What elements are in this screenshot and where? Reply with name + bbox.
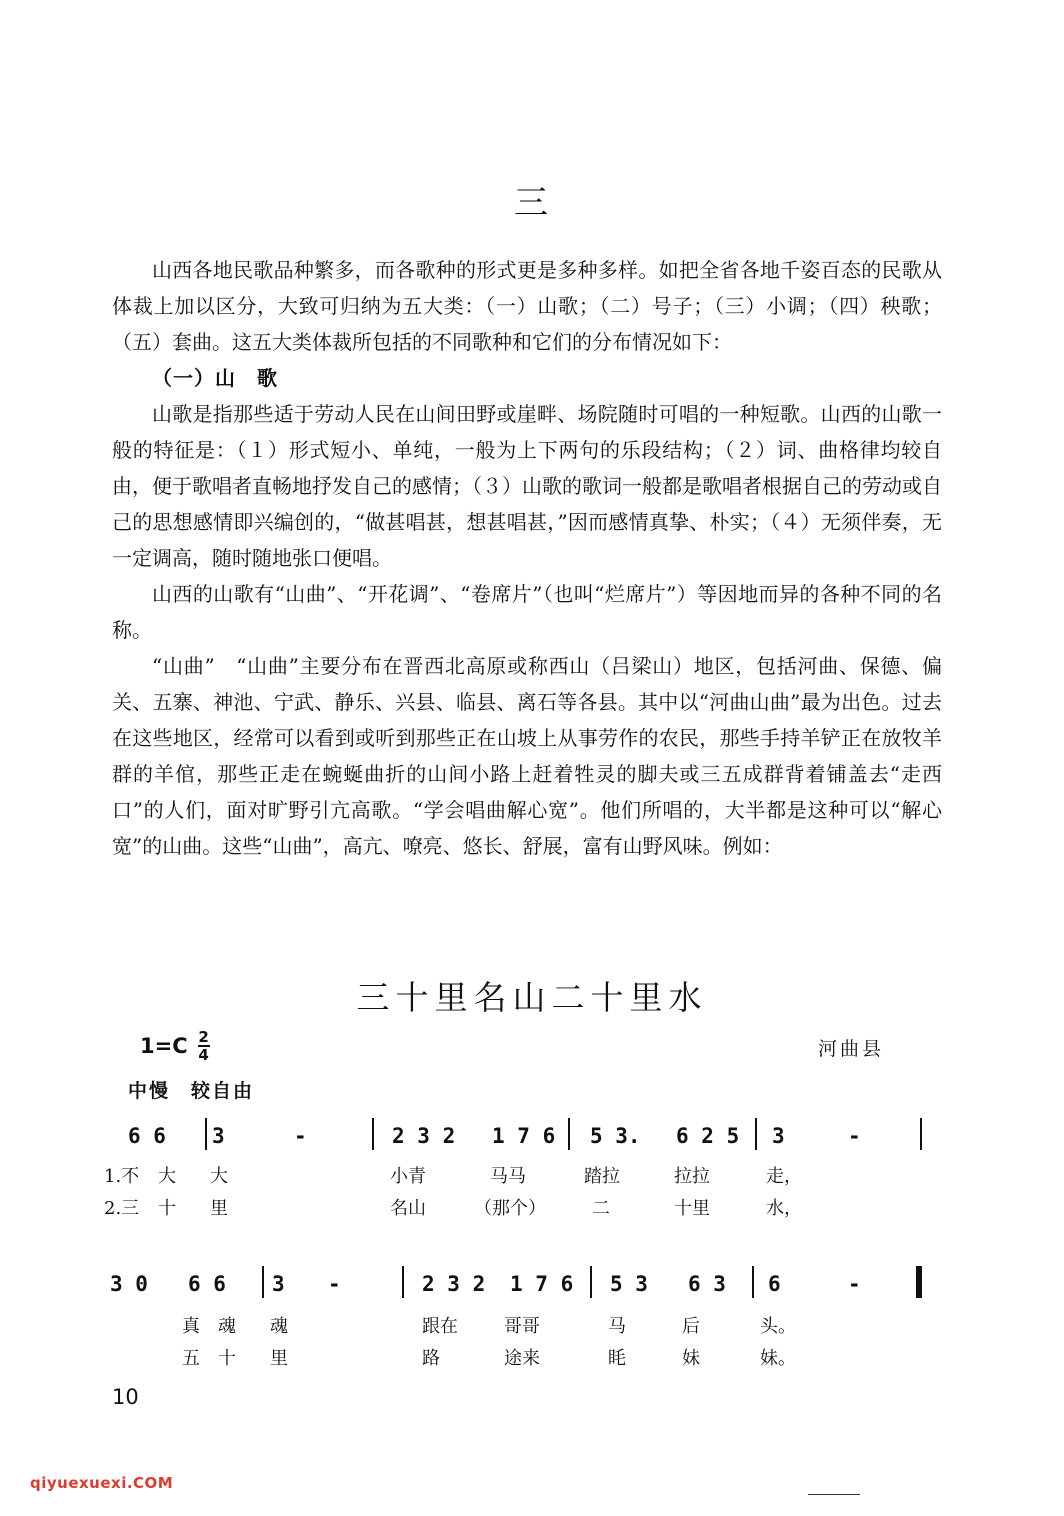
lyric: 五 [182, 1348, 200, 1369]
lyric: 里 [210, 1198, 228, 1219]
lyric: 1.不 [104, 1166, 140, 1187]
key-signature [140, 1030, 210, 1062]
lyric: 妹 [682, 1348, 700, 1369]
time-signature [198, 1030, 210, 1062]
note-group: 2 3 2 [422, 1272, 486, 1296]
note-group: 1 7 6 [492, 1124, 556, 1148]
body-text [112, 252, 942, 864]
note-group: 3 [272, 1272, 285, 1296]
lyric: 走， [766, 1166, 802, 1187]
note-group: 5 3. [590, 1124, 641, 1148]
shanqu-label: “山曲” [152, 654, 215, 678]
intro-paragraph: 山西各地民歌品种繁多，而各歌种的形式更是多种多样。如把全省各地千姿百态的民歌从体裁上加以区分，大致可归纳为五大类：（一）山歌；（二）号子；（三）小调；（四）秧歌；（五）套曲。这五大类体裁所包括的不同歌种和它们的分布情况如下： [112, 258, 942, 354]
note-group: 6 6 [128, 1124, 166, 1148]
note-group: - [848, 1272, 861, 1296]
note-group: - [294, 1124, 307, 1148]
lyric: 马 [608, 1316, 626, 1337]
lyric: 真 [182, 1316, 200, 1337]
note-group: - [328, 1272, 341, 1296]
lyric: 头。 [760, 1316, 796, 1337]
meter-top: 2 [198, 1028, 209, 1046]
shanqu-text: “山曲”主要分布在晋西北高原或称西山（吕梁山）地区，包括河曲、保德、偏关、五寨、神池、宁武、静乐、兴县、临县、离石等各县。其中以“河曲山曲”最为出色。过去在这些地区，经常可以看到或听到那些正在山坡上从事劳作的农民，那些手持羊铲正在放牧羊群的羊倌，那些正走在蜿蜒曲折的山间小路上赶着牲灵的脚夫或三五成群背着铺盖去“走西口”的人们，面对旷野引亢高歌。“学会唱曲解心宽”。他们所唱的，大半都是这种可以“解心宽”的山曲。这些“山曲”，高亢、嘹亮、悠长、舒展，富有山野风味。例如： [112, 654, 942, 858]
page-number: 10 [112, 1385, 139, 1409]
song-title: 三十里名山二十里水 [356, 978, 708, 1017]
lyrics-line-2-verse-1 [100, 1312, 940, 1338]
lyric: 名山 [390, 1198, 426, 1219]
lyric: 二 [592, 1198, 610, 1219]
tempo-marking: 中慢 较自由 [128, 1080, 255, 1102]
lyric: 途来 [504, 1348, 540, 1369]
lyric: 里 [270, 1348, 288, 1369]
lyrics-line-2-verse-2 [100, 1344, 940, 1370]
site-watermark: qiyuexuexi.COM [30, 1474, 174, 1492]
lyric: 拉拉 [674, 1166, 710, 1187]
lyric: 魂 [218, 1316, 236, 1337]
lyric: 踏拉 [584, 1166, 620, 1187]
lyrics-line-1-verse-2 [100, 1194, 940, 1220]
note-group: 3 [772, 1124, 785, 1148]
note-group: 3 [212, 1124, 225, 1148]
note-group: - [848, 1124, 861, 1148]
footer-rule [808, 1494, 860, 1495]
lyric: 妹。 [760, 1348, 796, 1369]
lyric: 魂 [270, 1316, 288, 1337]
lyric: 大 [210, 1166, 228, 1187]
note-group: 3 0 [110, 1272, 148, 1296]
paragraph-shange-definition: 山歌是指那些适于劳动人民在山间田野或崖畔、场院随时可唱的一种短歌。山西的山歌一般的特征是：（１）形式短小、单纯，一般为上下两句的乐段结构；（２）词、曲格律均较自由，便于歌唱者直畅地抒发自己的感情；（３）山歌的歌词一般都是歌唱者根据自己的劳动或自己的思想感情即兴编创的，“做甚唱甚，想甚唱甚，”因而感情真挚、朴实；（４）无须伴奏，无一定调高，随时随地张口便唱。 [112, 402, 942, 570]
song-origin: 河曲县 [818, 1038, 885, 1060]
note-group: 2 3 2 [392, 1124, 456, 1148]
note-group: 6 3 [688, 1272, 726, 1296]
lyric: 小青 [390, 1166, 426, 1187]
lyric: 大 [158, 1166, 176, 1187]
lyric: 马马 [490, 1166, 526, 1187]
meter-bottom: 4 [198, 1046, 209, 1064]
subheading-shange: （一）山 歌 [152, 366, 278, 390]
key-label: 1=C [140, 1034, 188, 1058]
lyric: 十 [218, 1348, 236, 1369]
lyric: 哥哥 [504, 1316, 540, 1337]
note-group: 6 6 [188, 1272, 226, 1296]
paragraph-shanqu [112, 648, 942, 864]
lyric: 路 [422, 1348, 440, 1369]
lyric: 眊 [608, 1348, 626, 1369]
lyric: 后 [682, 1316, 700, 1337]
lyric: 十里 [674, 1198, 710, 1219]
note-group: 5 3 [610, 1272, 648, 1296]
lyric: 水， [766, 1198, 802, 1219]
note-group: 6 2 5 [676, 1124, 740, 1148]
note-group: 1 7 6 [510, 1272, 574, 1296]
lyric: 十 [158, 1198, 176, 1219]
notation-line-1 [100, 1110, 940, 1160]
lyrics-line-1-verse-1 [100, 1162, 940, 1188]
note-group: 6 [768, 1272, 781, 1296]
paragraph-shange-names: 山西的山歌有“山曲”、“开花调”、“卷席片”（也叫“烂席片”）等因地而异的各种不同的名称。 [112, 582, 942, 642]
lyric: 跟在 [422, 1316, 458, 1337]
notation-line-2 [100, 1258, 940, 1308]
section-number: 三 [514, 183, 550, 223]
lyric: 2.三 [104, 1198, 140, 1219]
lyric: （那个） [474, 1198, 546, 1219]
